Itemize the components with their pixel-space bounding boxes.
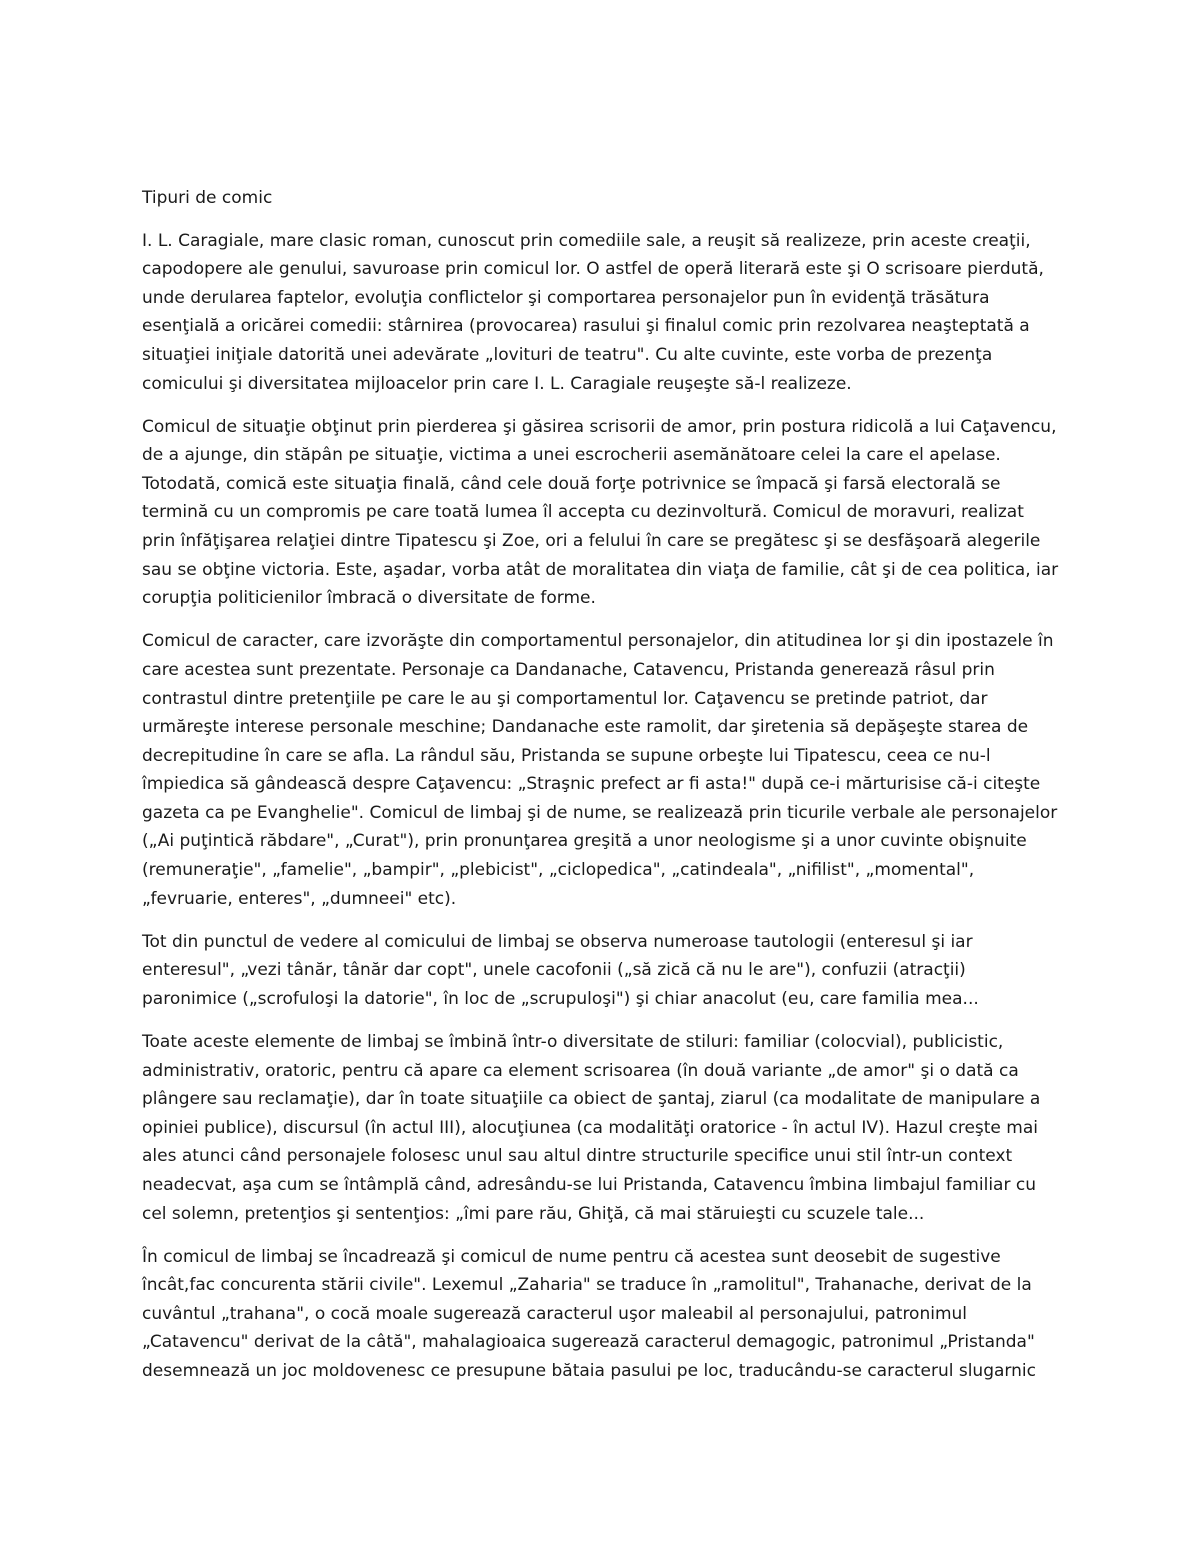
document-body (142, 184, 1062, 1400)
paragraph-comic-limbaj: Tot din punctul de vedere al comicului de limbaj se observa numeroase tautologii (enteresul şi iar enteresul", „vezi tânăr, tânăr dar copt", unele cacofonii („să zică că nu le are"), confuzii (atracţii) paronimice („scrofuloşi la datorie", în loc de „scrupuloşi") şi chiar anacolut (eu, care familia mea... (142, 931, 979, 1009)
paragraph-comic-situatie: Comicul de situaţie obţinut prin pierderea şi găsirea scrisorii de amor, prin postura ridicolă a lui Caţavencu, de a ajunge, din stăpân pe situaţie, victima a unei escrocherii asemănătoare celei la care el apelase. Totodată, comică este situaţia finală, când cele două forţe potrivnice se împacă şi farsă electorală se termină cu un compromis pe care toată lumea îl accepta cu dezinvoltură. Comicul de moravuri, realizat prin înfăţişarea relaţiei dintre Tipatescu şi Zoe, ori a felului în care se pregătesc şi se desfăşoară alegerile sau se obţine victoria. Este, aşadar, vorba atât de moralitatea din viaţa de familie, cât şi de cea politica, iar corupţia politicienilor îmbracă o diversitate de forme. (142, 416, 1059, 609)
paragraph-stiluri: Toate aceste elemente de limbaj se îmbină într-o diversitate de stiluri: familiar (colocvial), publicistic, administrativ, oratoric, pentru că apare ca element scrisoarea (în două variante „de amor" şi o dată ca plângere sau reclamaţie), dar în toate situaţiile ca obiect de şantaj, ziarul (ca modalitate de manipulare a opiniei publice), discursul (în actul III), alocuţiunea (ca modalităţi oratorice - în actul IV). Hazul creşte mai ales atunci când personajele folosesc unul sau altul dintre structurile specifice unui stil într-un context neadecvat, aşa cum se întâmplă când, adresându-se lui Pristanda, Catavencu îmbina limbajul familiar cu cel solemn, pretenţios şi sentenţios: „îmi pare rău, Ghiţă, că mai stăruieşti cu scuzele tale... (142, 1032, 1041, 1224)
paragraph-comic-caracter: Comicul de caracter, care izvorăşte din comportamentul personajelor, din atitudinea lor şi din ipostazele în care acestea sunt prezentate. Personaje ca Dandanache, Catavencu, Pristanda generează râsul prin contrastul dintre pretenţiile pe care le au şi comportamentul lor. Caţavencu se pretinde patriot, dar urmăreşte interese personale meschine; Dandanache este ramolit, dar şiretenia să depăşeşte starea de decrepitudine în care se afla. La rândul său, Pristanda se supune orbeşte lui Tipatescu, ceea ce nu-l împiedica să gândească despre Caţavencu: „Straşnic prefect ar fi asta!" după ce-i mărturisise că-i citeşte gazeta ca pe Evanghelie". Comicul de limbaj şi de nume, se realizează prin ticurile verbale ale personajelor („Ai puţintică răbdare", „Curat"), prin pronunţarea greşită a unor neologisme şi a unor cuvinte obişnuite (remuneraţie", „famelie", „bampir", „plebicist", „ciclopedica", „catindeala", „nifilist", „momental", „fevruarie, enteres", „dumneei" etc). (142, 631, 1058, 909)
document-title: Tipuri de comic (142, 188, 273, 208)
paragraph-comic-nume: În comicul de limbaj se încadrează şi comicul de nume pentru că acestea sunt deosebit de sugestive încât,fac concurenta stării civile". Lexemul „Zaharia" se traduce în „ramolitul", Trahanache, derivat de la cuvântul „trahana", o cocă moale sugerează caracterul uşor maleabil al personajului, patronimul „Catavencu" derivat de la câtă", mahalagioaica sugerează caracterul demagogic, patronimul „Pristanda" desemnează un joc moldovenesc ce presupune bătaia pasului pe loc, traducându-se caracterul slugarnic (142, 1246, 1036, 1382)
paragraph-intro: I. L. Caragiale, mare clasic roman, cunoscut prin comediile sale, a reuşit să realizeze, prin aceste creaţii, capodopere ale genului, savuroase prin comicul lor. O astfel de operă literară este şi O scrisoare pierdută, unde derularea faptelor, evoluţia conflictelor şi comportarea personajelor pun în evidenţă trăsătura esenţială a oricărei comedii: stârnirea (provocarea) rasului şi finalul comic prin rezolvarea neaşteptată a situaţiei iniţiale datorită unei adevărate „lovituri de teatru". Cu alte cuvinte, este vorba de prezenţa comicului şi diversitatea mijloacelor prin care I. L. Caragiale reuşeşte să-l realizeze. (142, 230, 1044, 394)
